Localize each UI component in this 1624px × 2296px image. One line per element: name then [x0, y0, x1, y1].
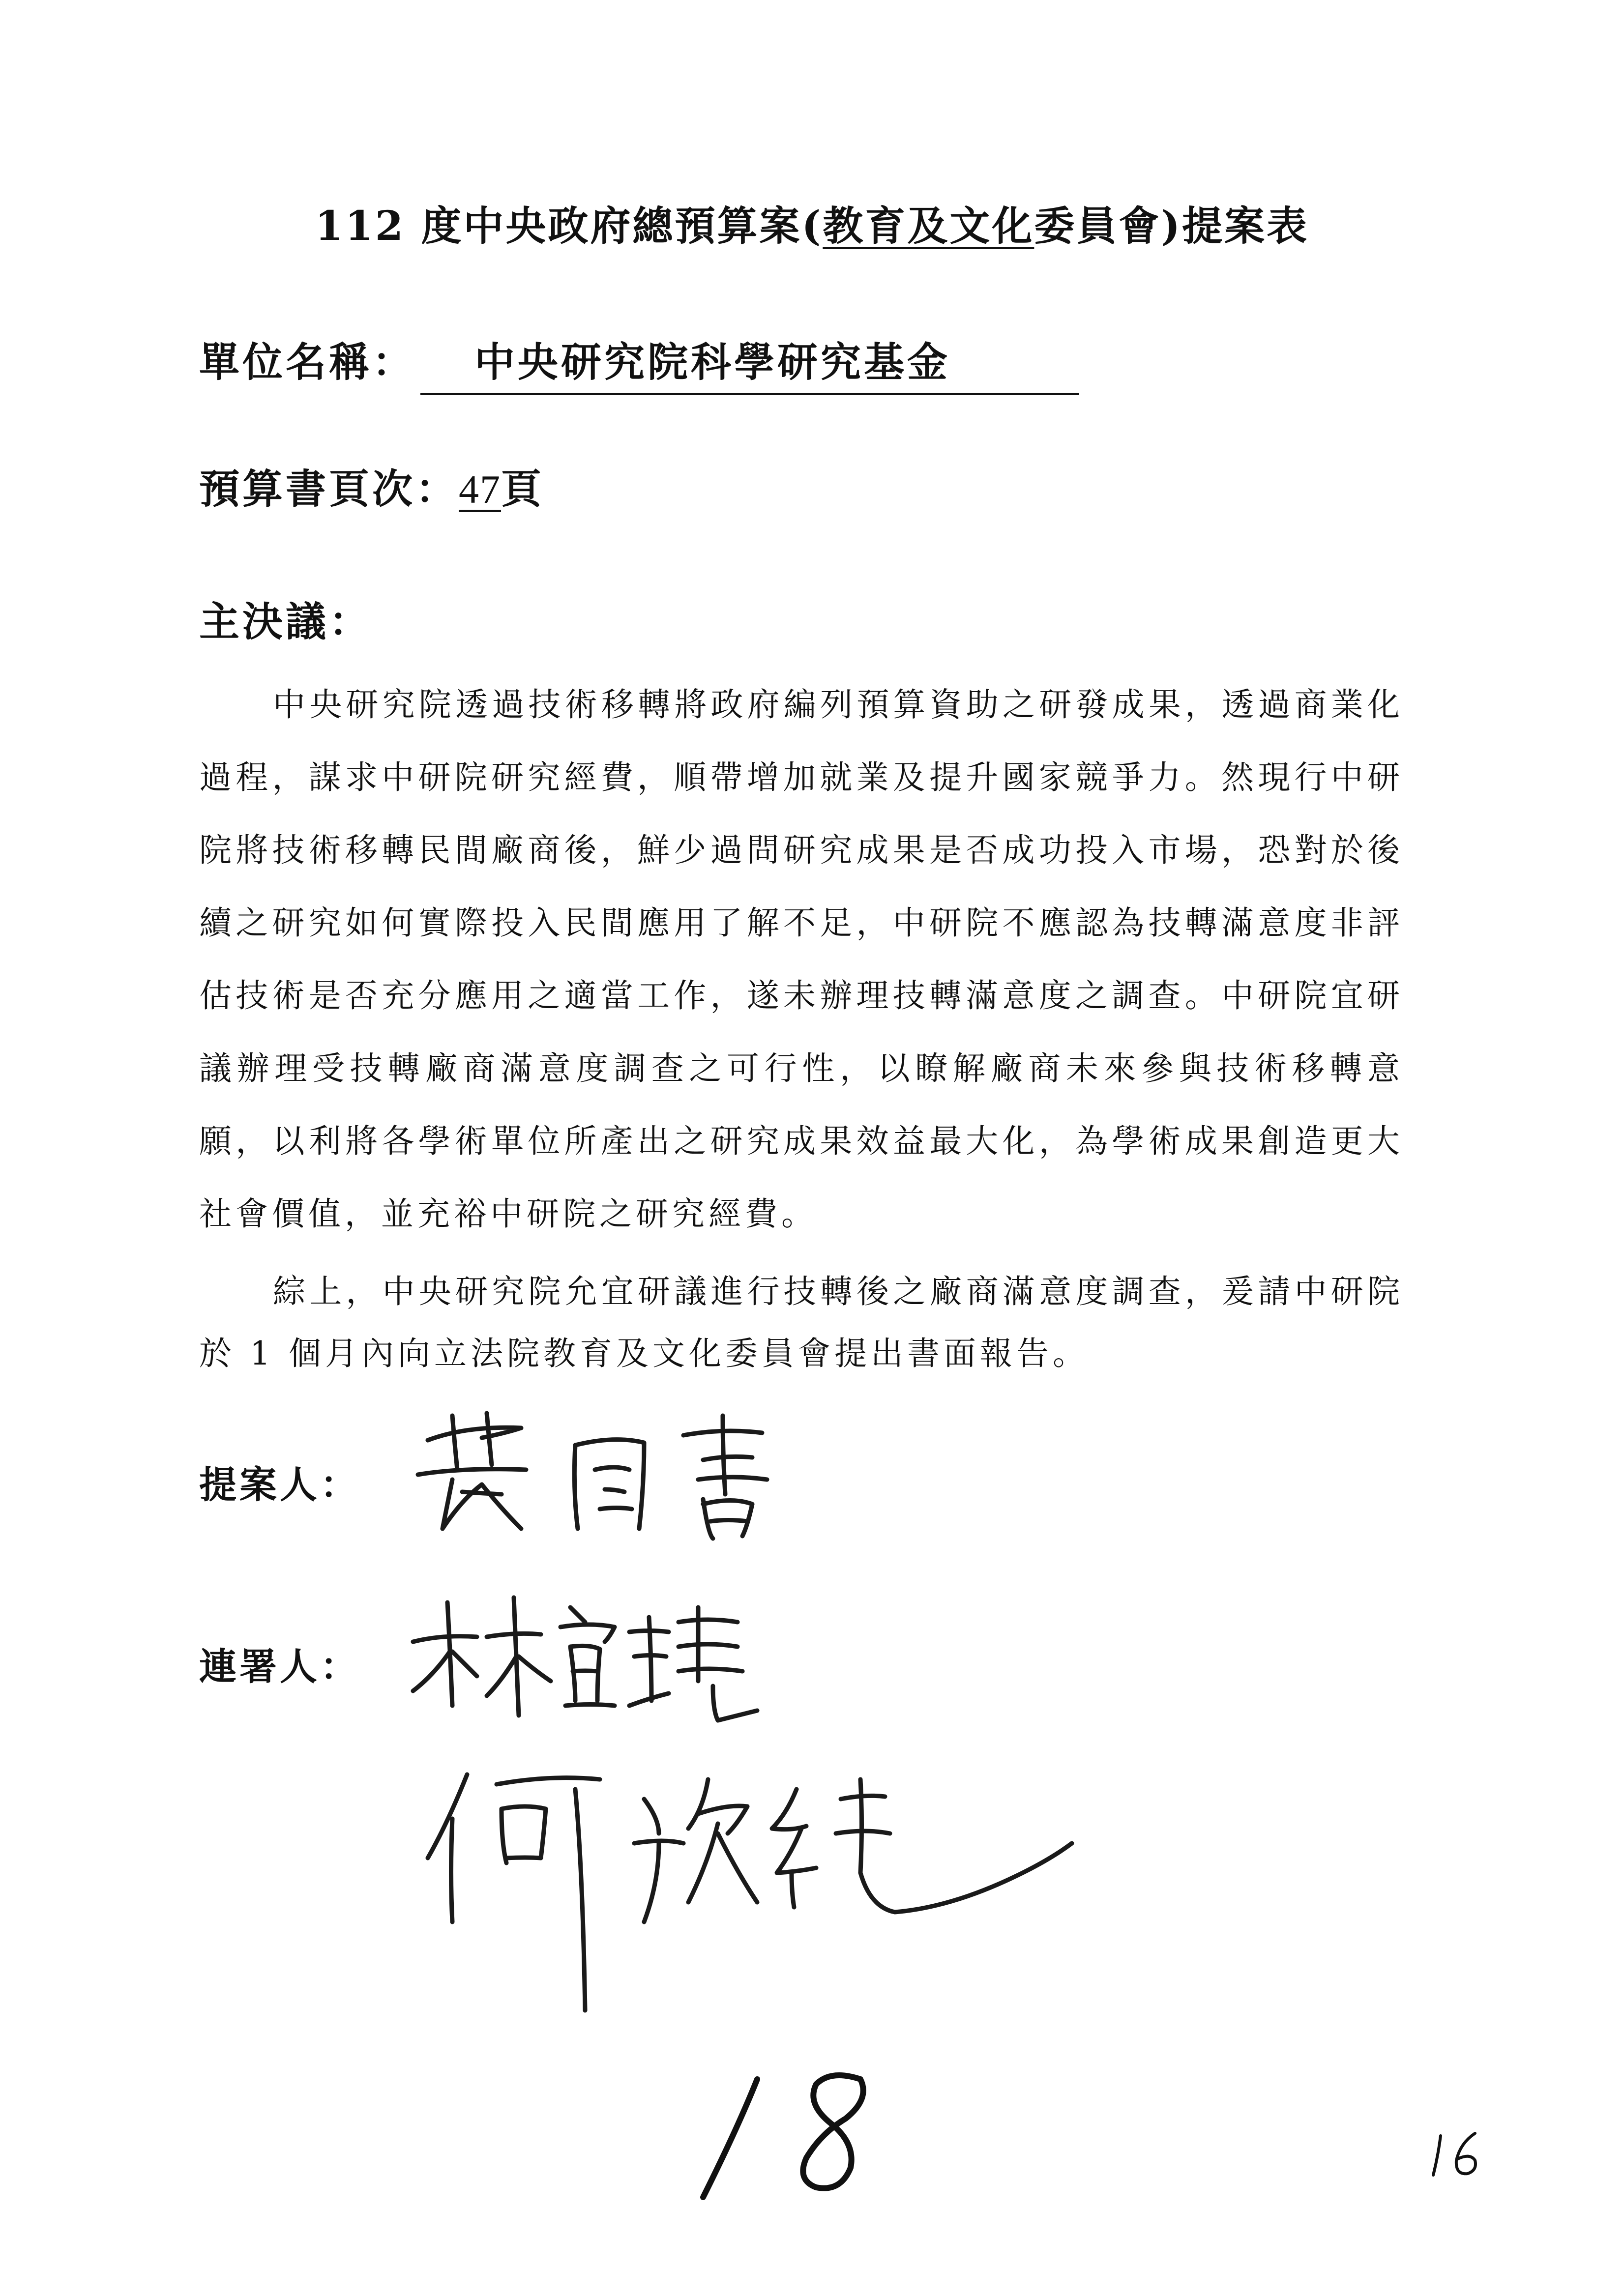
- handwritten-page-number: [683, 2064, 890, 2212]
- handwritten-corner-number: [1426, 2128, 1490, 2182]
- cosigner-signature-2: [413, 1745, 1092, 2050]
- title-committee-underlined: 教育及文化: [823, 203, 1034, 250]
- unit-name-value: 中央研究院科學研究基金: [420, 330, 1079, 395]
- title-suffix: 委員會)提案表: [1034, 203, 1309, 250]
- budget-page-suffix: 頁: [501, 465, 545, 513]
- title-prefix: 112 度中央政府總預算案(: [315, 203, 823, 250]
- cosigner-signature-1: [403, 1588, 846, 1735]
- budget-page-number: 47: [459, 467, 502, 512]
- document-title: [0, 194, 1624, 252]
- decision-paragraph-1: 中央研究院透過技術移轉將政府編列預算資助之研發成果，透過商業化過程，謀求中研院研究經費，順帶增加就業及提升國家競爭力。然現行中研院將技術移轉民間廠商後，鮮少過問研究成果是否成功投入市場，恐對於後續之研究如何實際投入民間應用了解不足，中研院不應認為技轉滿意度非評估技術是否充分應用之適當工作，遂未辦理技轉滿意度之調查。中研院宜研議辦理受技轉廠商滿意度調查之可行性，以瞭解廠商未來參與技術移轉意願，以利將各學術單位所產出之研究成果效益最大化，為學術成果創造更大社會價值，並充裕中研院之研究經費。: [199, 686, 1404, 1233]
- cosigners-label: 連署人：: [199, 1645, 360, 1688]
- unit-name-row: [199, 330, 1079, 395]
- proposer-signature: [408, 1406, 880, 1543]
- main-decision-heading: [199, 590, 372, 647]
- main-decision-label: 主決議：: [199, 598, 373, 645]
- budget-page-label: 預算書頁次：: [199, 465, 459, 513]
- proposer-label: 提案人：: [199, 1463, 360, 1507]
- budget-page-row: [199, 457, 544, 515]
- decision-paragraph-2: 綜上，中央研究院允宜研議進行技轉後之廠商滿意度調查，爰請中研院於 1 個月內向立法院教育及文化委員會提出書面報告。: [199, 1273, 1404, 1372]
- unit-name-label: 單位名稱：: [199, 339, 416, 386]
